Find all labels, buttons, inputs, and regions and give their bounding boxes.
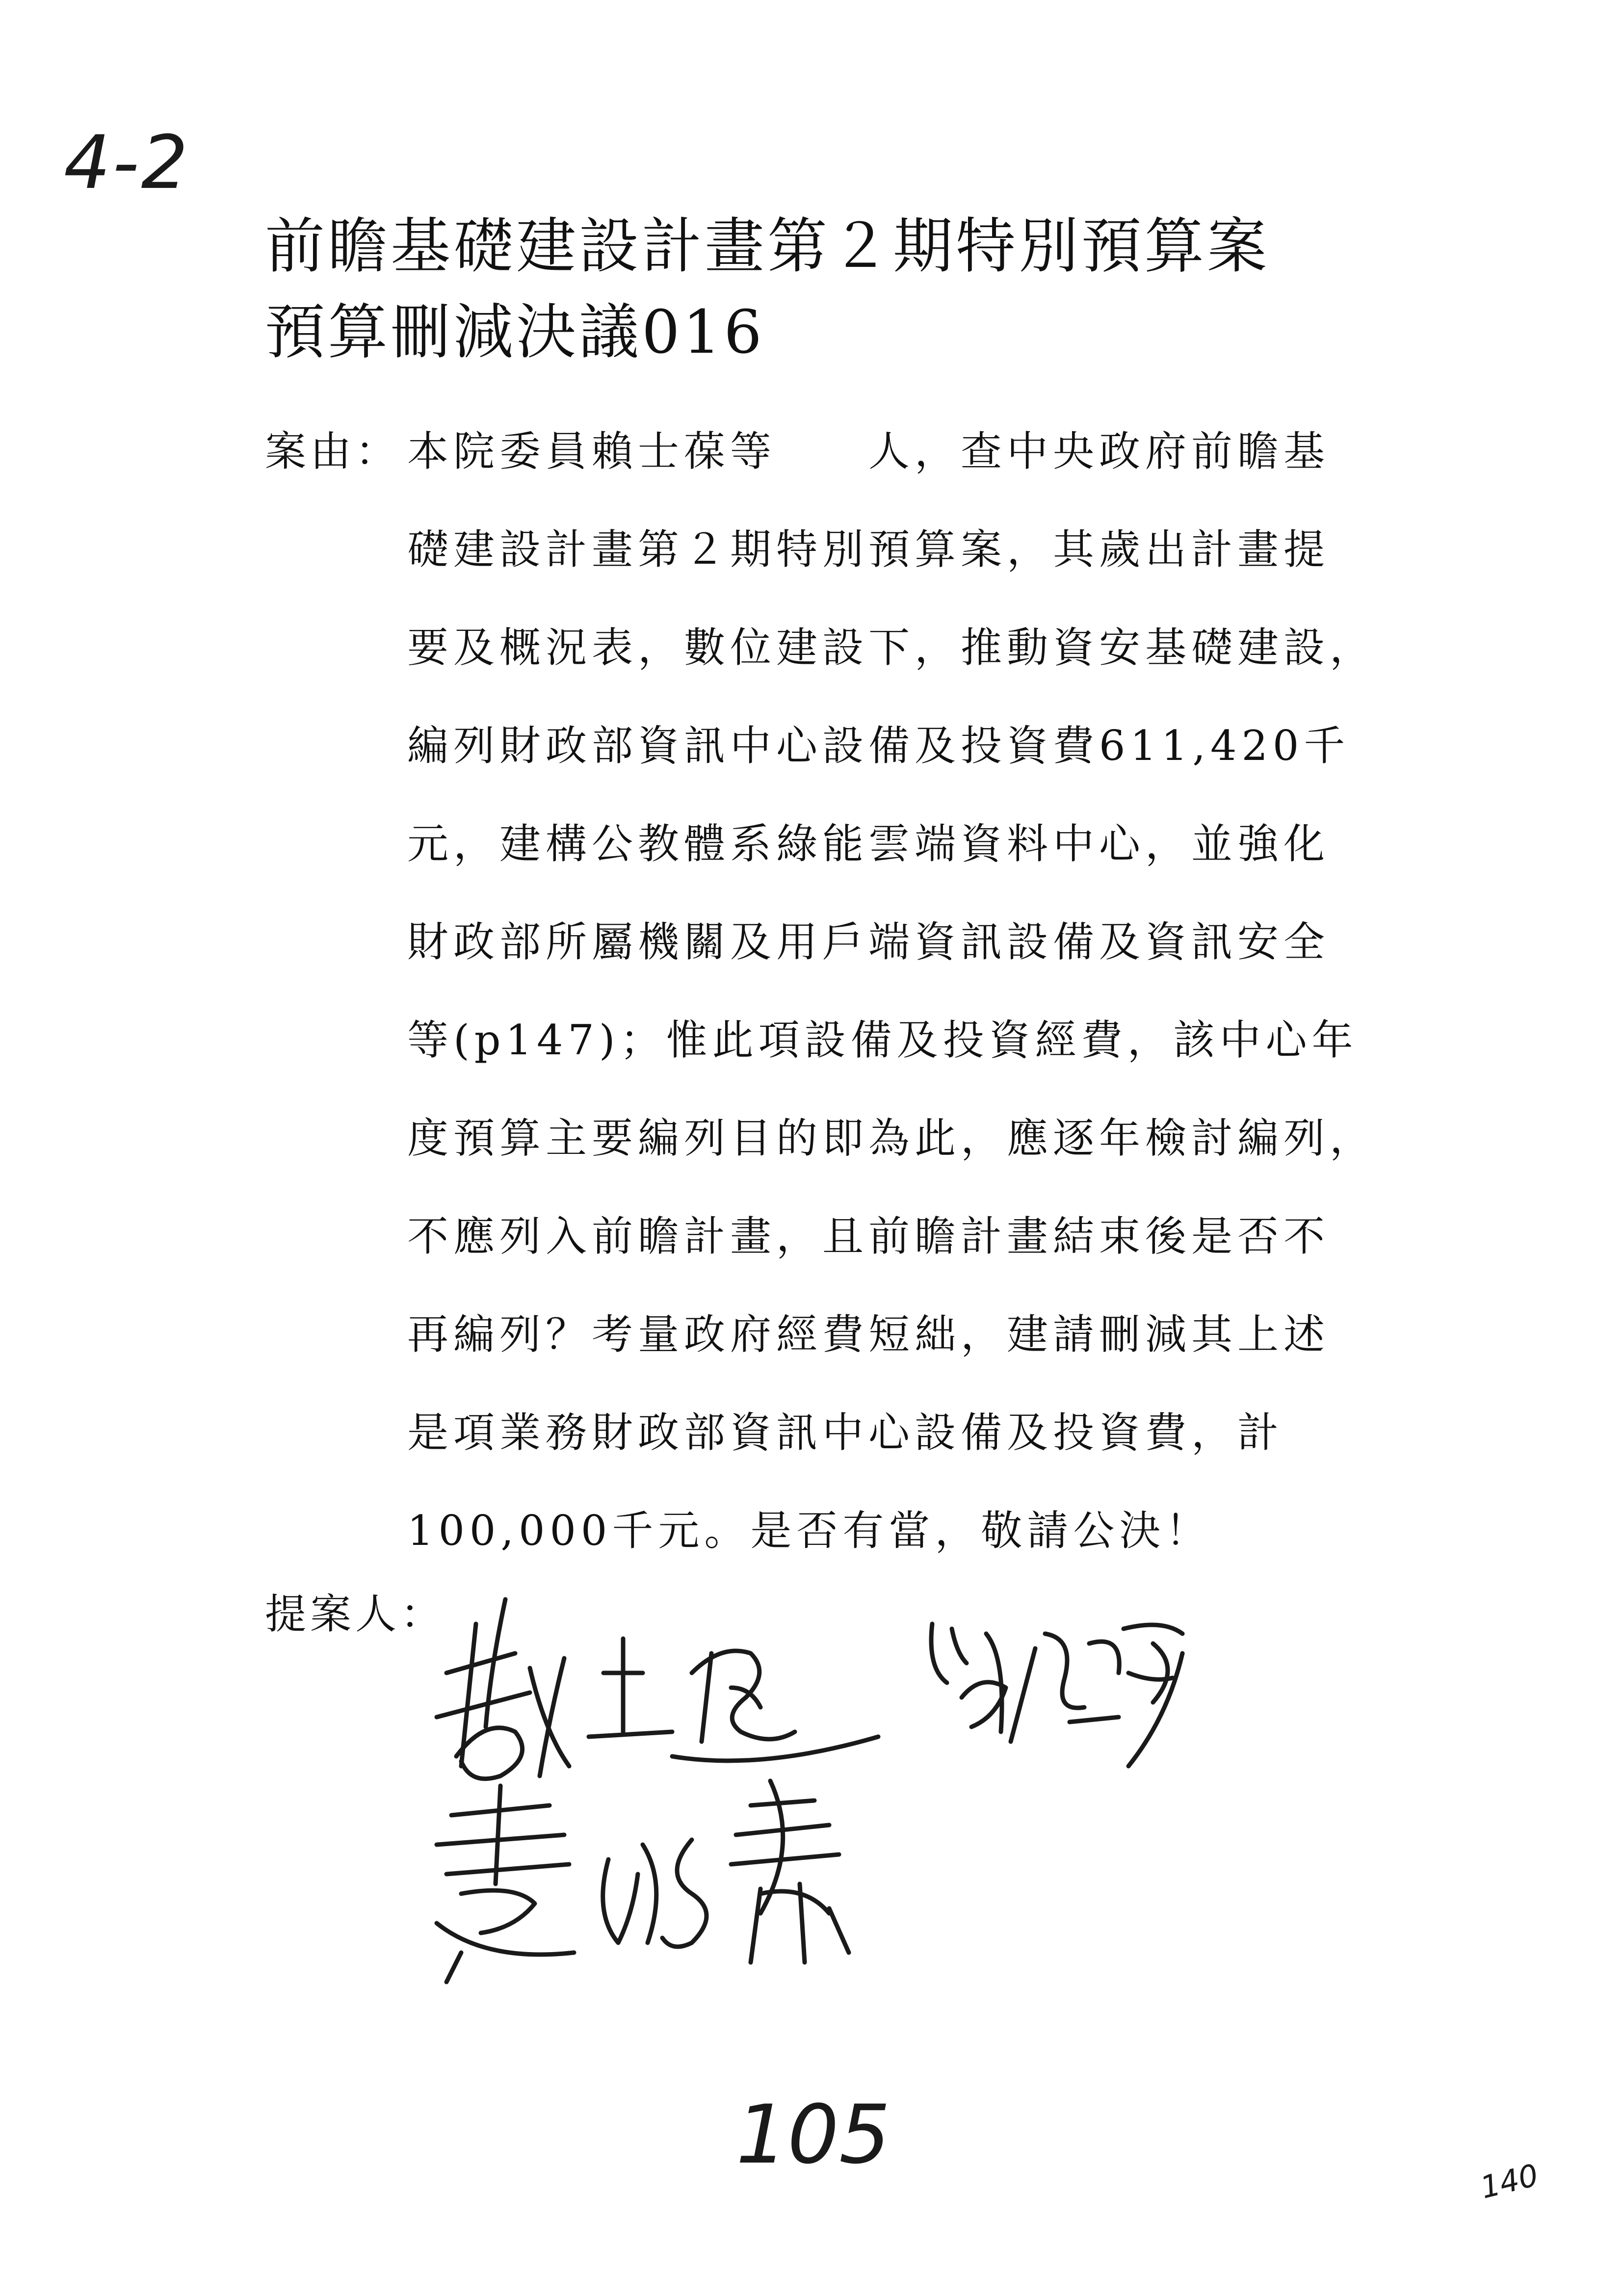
proposer-label: 提案人： <box>265 1590 446 1638</box>
signature-tseng <box>931 1624 1182 1766</box>
case-line: 財政部所屬機關及用戶端資訊設備及資訊安全 <box>407 918 1330 966</box>
signature-fei <box>437 1781 849 1982</box>
case-body <box>407 402 1388 1580</box>
signature-lai <box>437 1599 878 1779</box>
case-line: 礎建設計畫第２期特別預算案，其歲出計畫提 <box>407 525 1330 574</box>
handwritten-corner-mark: 140 <box>1477 2157 1542 2206</box>
case-line: 編列財政部資訊中心設備及投資費611,420千 <box>407 722 1350 770</box>
document-title <box>265 204 1393 375</box>
title-line: 預算刪減決議016 <box>265 297 765 367</box>
signatures <box>417 1570 1300 2036</box>
handwritten-page-number: 105 <box>736 2087 891 2182</box>
case-line: 再編列？考量政府經費短絀，建請刪減其上述 <box>407 1310 1330 1358</box>
case-line: 本院委員賴士葆等 人，查中央政府前瞻基 <box>407 427 1330 475</box>
case-line: 100,000千元。是否有當，敬請公決！ <box>407 1507 1212 1555</box>
case-label: 案由： <box>265 427 401 475</box>
case-line: 元，建構公教體系綠能雲端資料中心，並強化 <box>407 820 1330 868</box>
case-line: 度預算主要編列目的即為此，應逐年檢討編列， <box>407 1114 1376 1162</box>
title-line: 前瞻基礎建設計畫第２期特別預算案 <box>265 211 1270 281</box>
case-line: 是項業務財政部資訊中心設備及投資費，計 <box>407 1409 1284 1457</box>
case-line: 要及概況表，數位建設下，推動資安基礎建設， <box>407 624 1376 672</box>
case-line: 不應列入前瞻計畫，且前瞻計畫結束後是否不 <box>407 1212 1330 1260</box>
case-line: 等(p147)；惟此項設備及投資經費，該中心年 <box>407 1016 1358 1064</box>
handwritten-section-mark: 4-2 <box>64 120 190 206</box>
